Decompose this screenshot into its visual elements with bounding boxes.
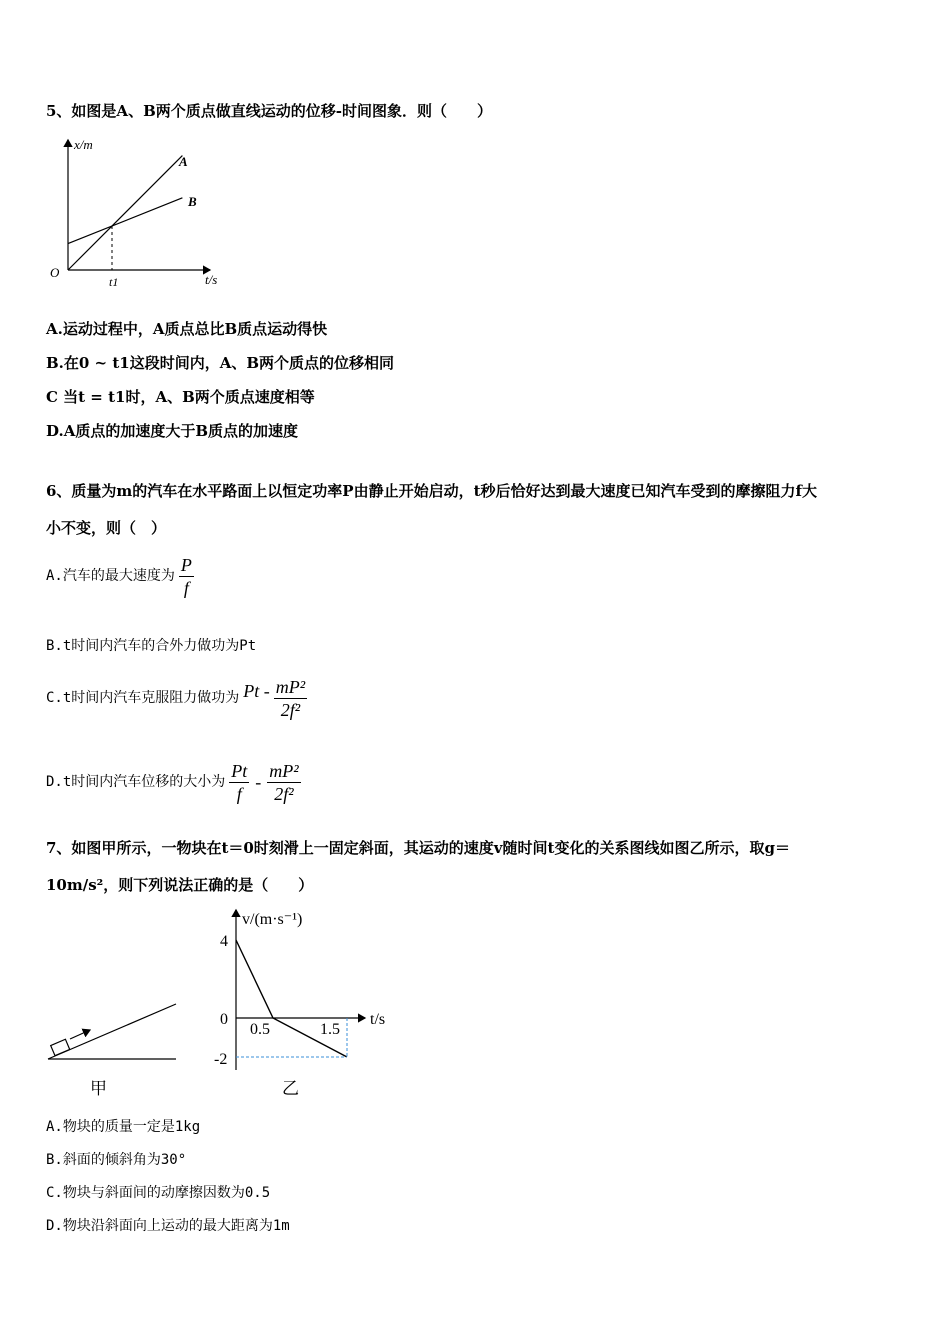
q5-x-axis-label: t/s [205, 272, 218, 287]
block-motion-arrow [70, 1030, 90, 1039]
q5-position-time-graph [42, 134, 232, 294]
fig-right-label: 乙 [282, 1079, 299, 1098]
q6-option-d-minus: - [255, 772, 262, 792]
q6-frac-a-den: f [183, 577, 189, 598]
q7-option-a: A.物块的质量一定是1kg [46, 1119, 201, 1135]
vt-y-tick-4: 4 [220, 933, 228, 950]
q6-frac-c-num: mP² [275, 676, 306, 697]
vt-y-axis-label: v/(m·s⁻¹) [242, 911, 303, 928]
q6-option-a [46, 552, 194, 600]
q5-line-b [68, 198, 182, 244]
q5-option-a: A.运动过程中，A质点总比B质点运动得快 [46, 320, 328, 338]
q7-stem-line2: 10m/s²，则下列说法正确的是（ ） [46, 876, 314, 894]
q7-option-d: D.物块沿斜面向上运动的最大距离为1m [46, 1218, 290, 1234]
q6-option-a-text: A.汽车的最大速度为 [46, 568, 175, 584]
q6-frac-d1-den: f [236, 783, 242, 804]
q7-option-c: C.物块与斜面间的动摩擦因数为0.5 [46, 1185, 271, 1201]
q5-line-a [68, 156, 182, 270]
q5-option-d: D.A质点的加速度大于B质点的加速度 [46, 422, 299, 440]
q6-option-c [46, 672, 307, 724]
vt-y-tick-neg2: -2 [214, 1051, 228, 1068]
q5-line-a-label: A [179, 154, 188, 169]
q5-line-b-label: B [188, 194, 197, 209]
q6-frac-d1-num: Pt [231, 760, 248, 781]
q6-option-d-fraction-2 [267, 760, 300, 805]
q6-stem-line2: 小不变，则（ ） [46, 519, 167, 537]
q6-frac-d2-den: 2f² [274, 783, 294, 804]
q5-origin-label: O [50, 265, 60, 280]
q6-stem-line1: 6、质量为m的汽车在水平路面上以恒定功率P由静止开始启动，t秒后恰好达到最大速度已知汽车受到的摩擦阻力f大 [46, 482, 817, 500]
vt-x-axis-label: t/s [370, 1011, 386, 1028]
q6-option-d-fraction-1 [229, 760, 249, 805]
fig-left-label: 甲 [90, 1079, 107, 1098]
q6-option-d-text: D.t时间内汽车位移的大小为 [46, 774, 226, 790]
q6-option-b: B.t时间内汽车的合外力做功为Pt [46, 638, 257, 654]
q6-frac-d2-num: mP² [269, 760, 299, 781]
q5-stem: 5、如图是A、B两个质点做直线运动的位移-时间图象．则（ ） [46, 102, 492, 120]
vt-y-tick-0: 0 [220, 1011, 228, 1028]
q7-stem-line1: 7、如图甲所示，一物块在t＝0时刻滑上一固定斜面，其运动的速度v随时间t变化的关系图线如图乙所示，取g＝ [46, 839, 790, 857]
q6-option-c-text: C.t时间内汽车克服阻力做功为 [46, 690, 240, 706]
vt-velocity-line [236, 940, 347, 1057]
q7-option-b: B.斜面的倾斜角为30° [46, 1152, 187, 1168]
q6-option-c-lead: Pt - [243, 681, 270, 701]
q5-option-c: C 当t = t1时，A、B两个质点速度相等 [46, 388, 315, 406]
q5-y-axis-label: x/m [74, 137, 93, 152]
vt-x-tick-0-5: 0.5 [250, 1021, 270, 1038]
q6-frac-c-den: 2f² [280, 699, 301, 720]
q6-option-d [46, 756, 301, 808]
q6-frac-a-num: P [180, 554, 192, 575]
q6-option-c-fraction [274, 676, 307, 721]
q7-velocity-time-graph [210, 904, 410, 1100]
vt-x-tick-1-5: 1.5 [320, 1021, 340, 1038]
q7-incline-figure [40, 1000, 190, 1100]
q5-t1-label: t1 [109, 275, 119, 289]
q5-option-b: B.在0 ~ t1这段时间内，A、B两个质点的位移相同 [46, 354, 395, 372]
q6-option-a-fraction [179, 554, 194, 599]
sliding-block [51, 1039, 70, 1055]
